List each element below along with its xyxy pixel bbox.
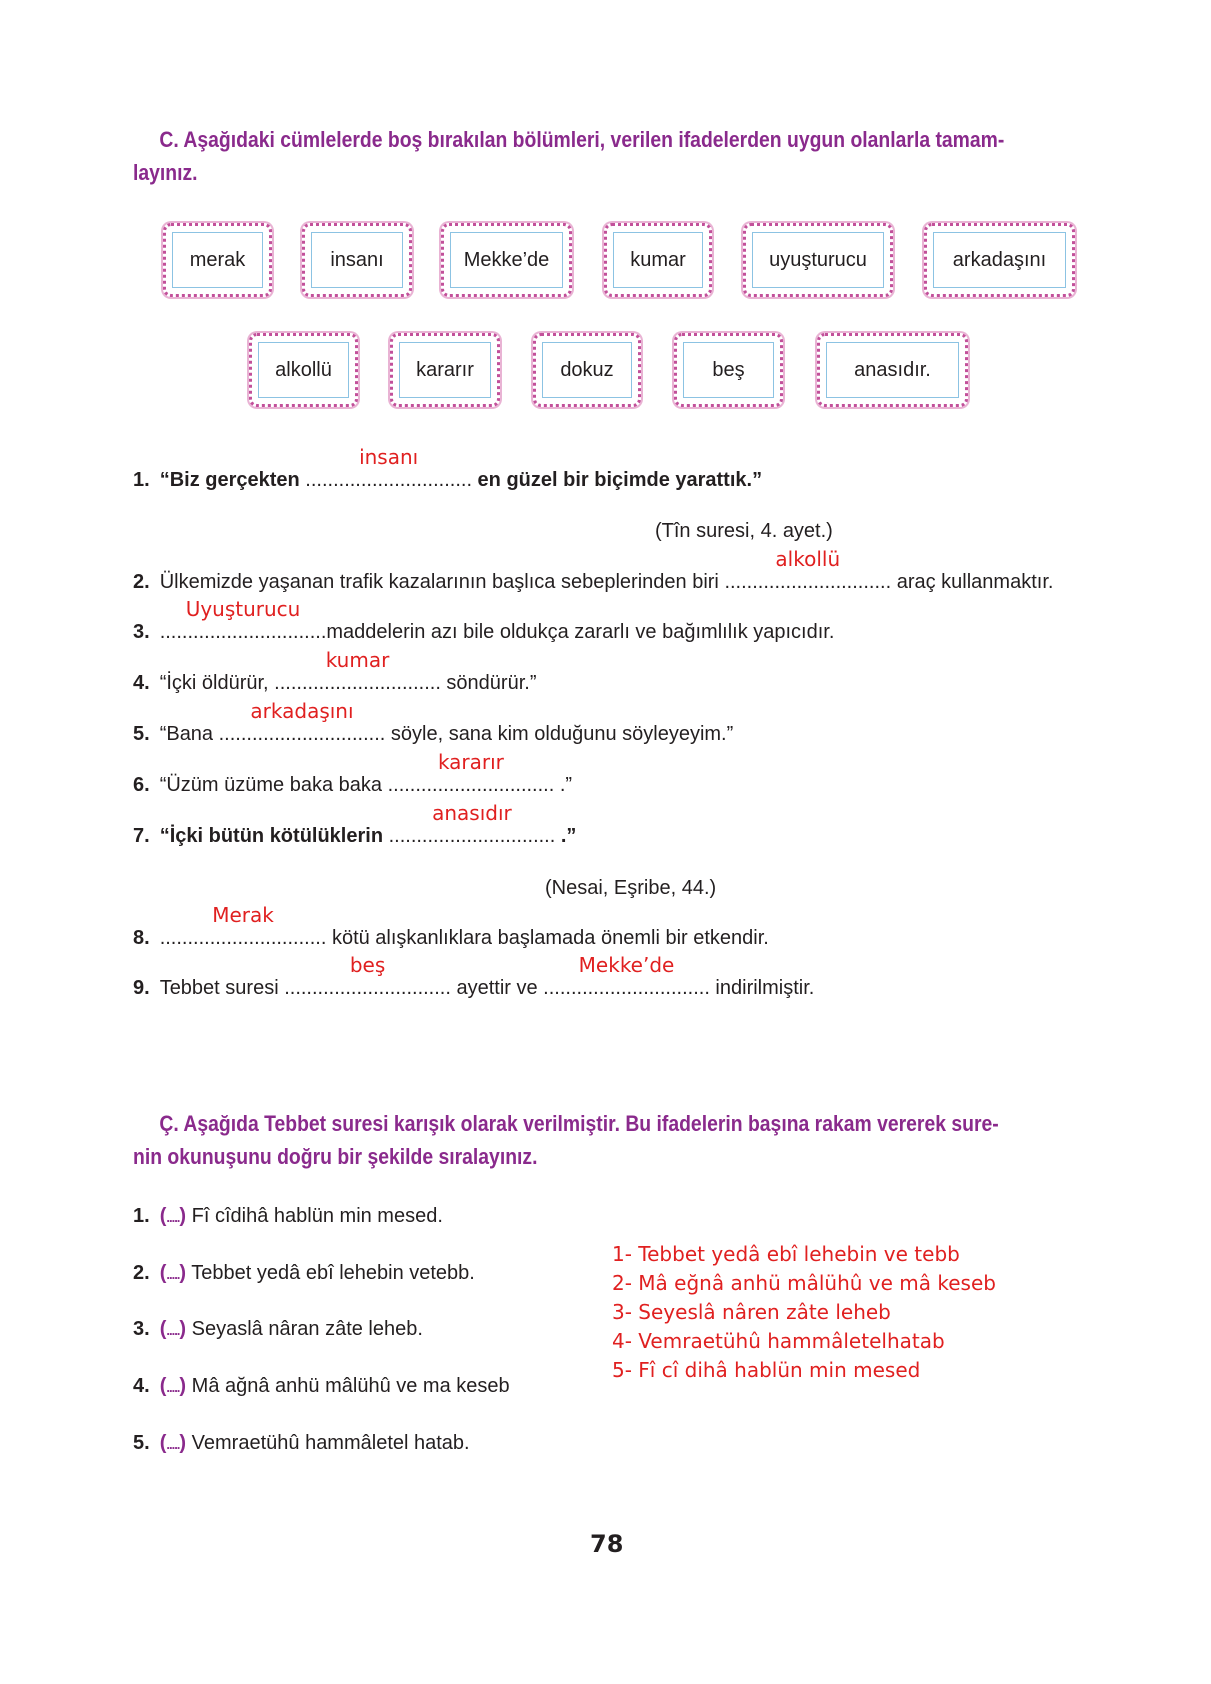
order-item [133, 1374, 510, 1400]
item-text: Seyaslâ nâran zâte leheb. [191, 1318, 423, 1340]
handwritten-answer: Merak [212, 903, 274, 927]
word-card [924, 223, 1075, 297]
handwritten-answer: arkadaşını [250, 699, 354, 723]
item-text: Vemraetühû hammâletel hatab. [191, 1432, 470, 1454]
sentence-1 [133, 445, 763, 492]
blank: ..... [166, 1437, 180, 1452]
sentence-text: Tebbet suresi [159, 977, 285, 999]
item-number: 1. [133, 469, 150, 491]
item-number: 2. [133, 1262, 150, 1284]
answer-line: 4- Vemraetühû hammâletelhatab [612, 1329, 945, 1353]
title-line: layınız. [133, 160, 198, 185]
item-number: 5. [133, 723, 150, 745]
blank[interactable]: .............................. [387, 774, 555, 796]
blank[interactable]: .............................. [388, 825, 556, 847]
sentence-text: en güzel bir biçimde yarattık.” [472, 469, 763, 491]
blank-with-answer[interactable] [543, 953, 710, 1000]
blank[interactable]: .............................. [274, 672, 441, 694]
order-blank[interactable]: (.....) [159, 1432, 187, 1454]
handwritten-order-answers [612, 1240, 996, 1385]
sentence-text: “İçki öldürür, [159, 672, 275, 694]
word-card [163, 223, 272, 297]
word-card-text: kumar [613, 232, 703, 288]
word-card [817, 333, 968, 407]
item-number: 3. [133, 621, 150, 643]
blank: ..... [166, 1380, 180, 1395]
blank[interactable]: .............................. [159, 927, 327, 949]
sentence-text: kötü alışkanlıklara başlamada önemli bir etkendir. [326, 927, 769, 949]
blank-with-answer[interactable] [218, 699, 386, 746]
sentence-text: araç kullanmaktır. [891, 571, 1054, 593]
answer-line: 2- Mâ eğnâ anhü mâlühû ve mâ keseb [612, 1271, 996, 1295]
blank-with-answer[interactable] [284, 953, 451, 1000]
item-text: Fî cîdihâ hablün min mesed. [191, 1205, 443, 1227]
handwritten-answer: kararır [437, 750, 504, 774]
sentence-text: .” [554, 774, 573, 796]
order-item [133, 1261, 475, 1287]
sentence-9 [133, 953, 815, 1000]
order-item [133, 1317, 423, 1343]
section-cc-title [133, 1107, 999, 1173]
blank[interactable]: .............................. [543, 977, 710, 999]
blank-with-answer[interactable] [387, 750, 555, 797]
word-card-text: merak [172, 232, 263, 288]
item-text: Mâ ağnâ anhü mâlühû ve ma keseb [191, 1375, 510, 1397]
sentence-3 [133, 597, 835, 644]
sentence-text: “Bana [159, 723, 219, 745]
sentence-text: ayettir ve [450, 977, 544, 999]
item-text: Tebbet yedâ ebî lehebin vetebb. [191, 1262, 475, 1284]
blank: ..... [166, 1323, 180, 1338]
blank[interactable]: .............................. [305, 469, 472, 491]
sentence-text: maddelerin azı bile oldukça zararlı ve bağımlılık yapıcıdır. [326, 621, 835, 643]
word-card [674, 333, 783, 407]
word-card-text: uyuşturucu [752, 232, 884, 288]
blank-with-answer[interactable] [274, 648, 441, 695]
blank-with-answer[interactable] [159, 597, 327, 644]
word-card [302, 223, 412, 297]
blank-with-answer[interactable] [724, 547, 892, 594]
handwritten-answer: anasıdır [432, 801, 512, 825]
handwritten-answer: kumar [325, 648, 390, 672]
handwritten-answer: insanı [359, 445, 419, 469]
item-number: 6. [133, 774, 150, 796]
item-number: 5. [133, 1432, 150, 1454]
order-blank[interactable]: (.....) [159, 1375, 187, 1397]
order-item [133, 1431, 470, 1457]
order-blank[interactable]: (.....) [159, 1205, 187, 1227]
item-number: 2. [133, 571, 150, 593]
item-number: 8. [133, 927, 150, 949]
word-card [390, 333, 500, 407]
blank[interactable]: .............................. [218, 723, 386, 745]
sentence-text: “İçki bütün kötülüklerin [159, 825, 389, 847]
source-citation: (Tîn suresi, 4. ayet.) [655, 520, 833, 542]
word-card [743, 223, 893, 297]
title-line: C. Aşağıdaki cümlelerde boş bırakılan bölümleri, verilen ifadelerden uygun olanlarla tamam- [159, 127, 1005, 152]
sentence-text: “Biz gerçekten [159, 469, 306, 491]
sentence-7 [133, 801, 577, 848]
sentence-8 [133, 903, 769, 950]
word-card [604, 223, 712, 297]
item-number: 3. [133, 1318, 150, 1340]
word-card [249, 333, 358, 407]
source-citation: (Nesai, Eşribe, 44.) [545, 877, 717, 899]
sentence-text: söyle, sana kim olduğunu söyleyeyim.” [385, 723, 734, 745]
handwritten-answer: beş [349, 953, 386, 977]
sentence-6 [133, 750, 573, 797]
blank[interactable]: .............................. [724, 571, 892, 593]
word-card [533, 333, 641, 407]
word-card-text: arkadaşını [933, 232, 1066, 288]
handwritten-answer: alkollü [775, 547, 841, 571]
title-line: nin okunuşunu doğru bir şekilde sıralayınız. [133, 1144, 538, 1169]
page-number: 78 [590, 1530, 624, 1558]
sentence-text: söndürür.” [440, 672, 537, 694]
answer-line: 5- Fî cî dihâ hablün min mesed [612, 1358, 921, 1382]
word-card-text: alkollü [258, 342, 349, 398]
blank-with-answer[interactable] [159, 903, 327, 950]
sentence-text: indirilmiştir. [709, 977, 815, 999]
sentence-text: .” [555, 825, 577, 847]
answer-line: 3- Seyeslâ nâren zâte leheb [612, 1300, 891, 1324]
word-card-text: Mekke’de [450, 232, 563, 288]
order-blank[interactable]: (.....) [159, 1262, 187, 1284]
item-number: 4. [133, 672, 150, 694]
blank: ..... [166, 1210, 180, 1225]
item-number: 4. [133, 1375, 150, 1397]
word-card-text: insanı [311, 232, 403, 288]
word-card-text: kararır [399, 342, 491, 398]
order-blank[interactable]: (.....) [159, 1318, 187, 1340]
blank[interactable]: .............................. [159, 621, 327, 643]
blank-with-answer[interactable] [388, 801, 556, 848]
item-number: 1. [133, 1205, 150, 1227]
sentence-5 [133, 699, 734, 746]
word-card [441, 223, 572, 297]
blank-with-answer[interactable] [305, 445, 472, 492]
handwritten-answer: Mekke’de [578, 953, 675, 977]
sentence-text: Ülkemizde yaşanan trafik kazalarının başlıca sebeplerinden biri [159, 571, 725, 593]
word-card-text: beş [683, 342, 774, 398]
item-number: 9. [133, 977, 150, 999]
sentence-4 [133, 648, 537, 695]
blank[interactable]: .............................. [284, 977, 451, 999]
order-item [133, 1204, 443, 1230]
word-card-text: dokuz [542, 342, 632, 398]
handwritten-answer: Uyuşturucu [185, 597, 301, 621]
answer-line: 1- Tebbet yedâ ebî lehebin ve tebb [612, 1242, 960, 1266]
sentence-text: “Üzüm üzüme baka baka [159, 774, 388, 796]
item-number: 7. [133, 825, 150, 847]
sentence-2 [133, 547, 1054, 594]
section-c-title [133, 123, 1005, 189]
blank: ..... [166, 1267, 180, 1282]
word-card-text: anasıdır. [826, 342, 959, 398]
title-line: Ç. Aşağıda Tebbet suresi karışık olarak verilmiştir. Bu ifadelerin başına rakam vererek sure- [159, 1111, 999, 1136]
